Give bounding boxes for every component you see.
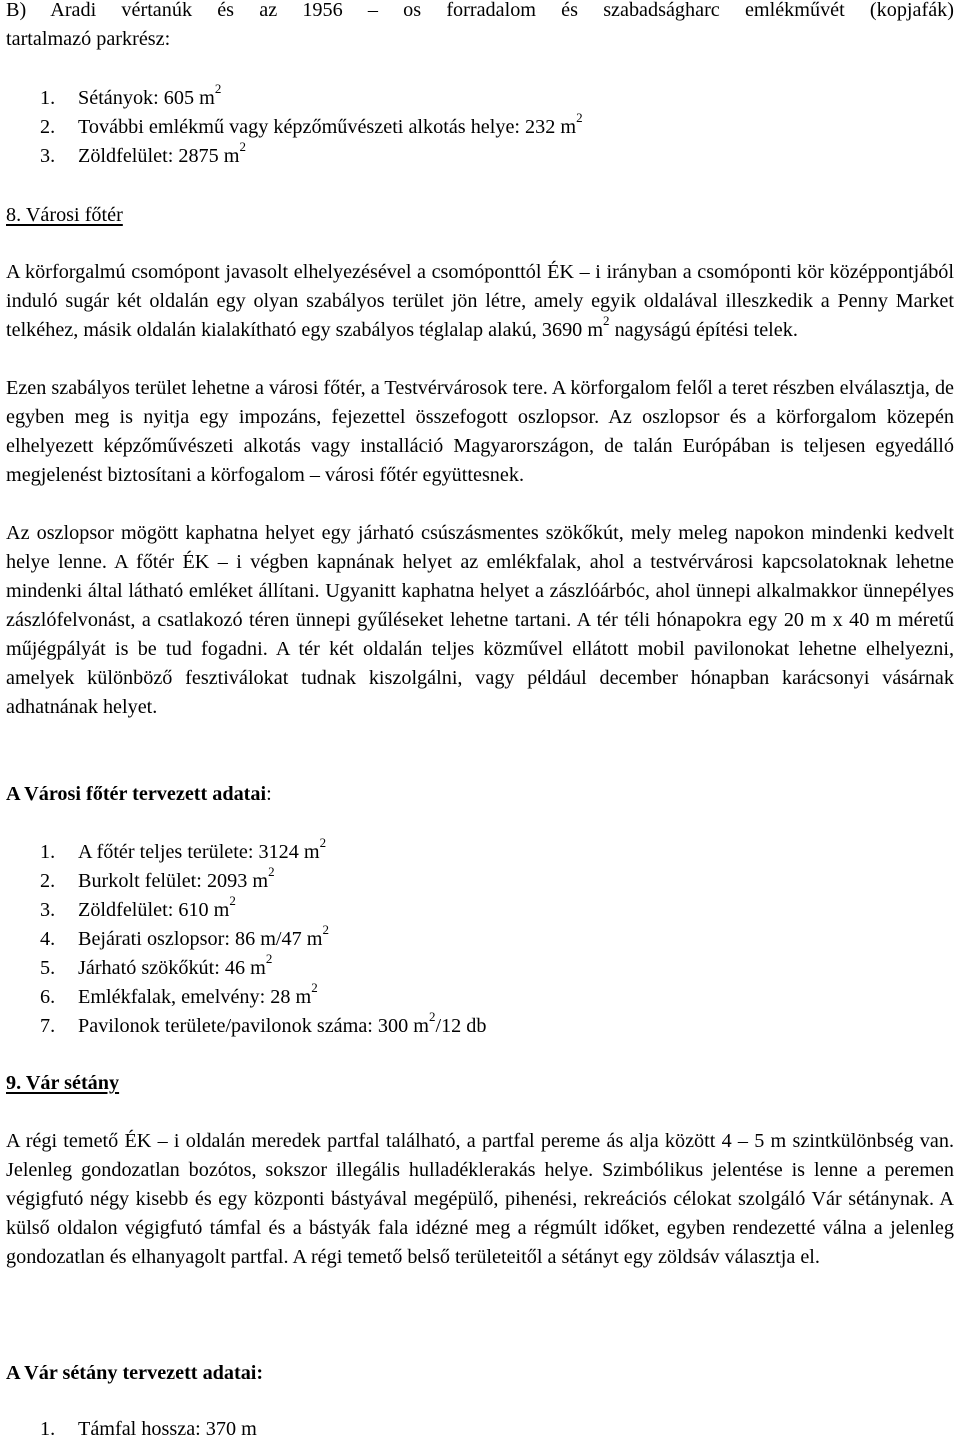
list-item-superscript: 2 <box>265 951 273 967</box>
list-item-number: 5. <box>40 957 56 979</box>
list-item-superscript: 2 <box>214 81 222 97</box>
list-item-text: Járható szökőkút: 46 m <box>78 957 266 979</box>
list-item-text: Támfal hossza: 370 m <box>78 1418 257 1440</box>
list-item-number: 1. <box>40 1418 56 1440</box>
list-item <box>6 81 954 113</box>
list-item-text: Emlékfalak, emelvény: 28 m <box>78 986 312 1008</box>
section-b-heading-line1: B) Aradi vértanúk és az 1956 – os forradalom és szabadságharc emlékművét (kopjafák) <box>6 0 954 21</box>
list-item-number: 1. <box>40 841 56 863</box>
list-item-number: 6. <box>40 986 56 1008</box>
list-item <box>6 893 954 925</box>
list-item-text: Sétányok: 605 m <box>78 87 215 109</box>
section-8-data-title <box>6 780 272 809</box>
list-item-text: Bejárati oszlopsor: 86 m/47 m <box>78 928 323 950</box>
section-8-p1-text-end: nagyságú építési telek. <box>609 319 798 341</box>
list-item-number: 3. <box>40 899 56 921</box>
list-item-superscript: 2 <box>322 922 329 938</box>
section-8-paragraph-3: Az oszlopsor mögött kaphatna helyet egy járható csúszásmentes szökőkút, mely meleg napokon mindenki kedvelt helye lenne. A főtér ÉK – i végben kapnának helyet az emlékfalak, ahol a testvérvárosi kapcsolatoknak lehetne mindenki által látható emléket állítani. Ugyanitt kaphatna helyet a zászlóárbóc, ahol ünnepi alkalmakkor ünnepélyes zászlófelvonást, a csatlakozó téren ünnepi gyűléseket lehetne tartani. A tér téli hónapokra egy 20 m x 40 m méretű műjégpályát is be tud fogadni. A tér két oldalán teljes közművel ellátott mobil pavilonokat lehetne elhelyezni, amelyek különböző fesztiválokat tudnak kiszolgálni, vagy például december hónapban karácsonyi vásárnak adhatnának helyet. <box>6 522 954 718</box>
list-item <box>6 951 954 983</box>
list-item-suffix: /12 db <box>435 1015 487 1037</box>
section-8-data-title-colon: : <box>266 783 272 805</box>
list-item-number: 1. <box>40 87 56 109</box>
list-item <box>6 835 954 867</box>
list-item-text: Pavilonok területe/pavilonok száma: 300 m <box>78 1015 429 1037</box>
list-item-number: 4. <box>40 928 56 950</box>
section-8-paragraph-1 <box>6 258 954 345</box>
list-item-number: 3. <box>40 145 56 167</box>
list-item-superscript: 2 <box>239 139 246 155</box>
list-item-superscript: 2 <box>319 835 327 851</box>
list-item-superscript: 2 <box>311 980 318 996</box>
section-9-paragraph: A régi temető ÉK – i oldalán meredek partfal található, a partfal pereme ás alja között 4 – 5 m szintkülönbség van. Jelenleg gondozatlan bozótos, sokszor illegális hulladéklerakás helye. Szimbólikus jelentése is lenne a peremen végigfutó négy kisebb és egy központi bástyával megépülő, pihenési, rekreációs célokat szolgáló Vár sétánynak. A külső oldalon végigfutó támfal és a bástyák fala idézné meg a régmúlt időket, egyben rendezetté válna a jelenleg gondozatlan és elhanyagolt partfal. A régi temető belső területeitől a sétányt egy zöldsáv választja el. <box>6 1130 954 1268</box>
section-9-data-title: A Vár sétány tervezett adatai: <box>6 1362 264 1384</box>
list-item-number: 7. <box>40 1015 56 1037</box>
list-item <box>6 1009 954 1041</box>
list-item <box>6 922 954 954</box>
list-item-text: Burkolt felület: 2093 m <box>78 870 269 892</box>
list-item-number: 2. <box>40 870 56 892</box>
list-item <box>6 139 954 171</box>
list-item-text: Zöldfelület: 610 m <box>78 899 230 921</box>
section-8-title: 8. Városi főtér <box>6 204 123 226</box>
list-item-superscript: 2 <box>268 864 275 880</box>
section-9-title: 9. Vár sétány <box>6 1072 120 1094</box>
section-8-paragraph-2: Ezen szabályos terület lehetne a városi főtér, a Testvérvárosok tere. A körforgalom felől a teret részben elválasztja, de egyben meg is nyitja egy impozáns, fejezettel összefogott oszlopsor. Az oszlopsor és a körforgalom közepén elhelyezett képzőművészeti alkotás vagy installáció Magyarországon, de talán Európában is teljesen egyedálló megjelenést biztosítani a körfogalom – városi főtér együttesnek. <box>6 377 954 486</box>
section-b-list <box>6 81 954 171</box>
list-item-text: A főtér teljes területe: 3124 m <box>78 841 320 863</box>
list-item-text: Zöldfelület: 2875 m <box>78 145 240 167</box>
section-8-data-title-text: A Városi főtér tervezett adatai <box>6 783 267 805</box>
section-b-heading-line2: tartalmazó parkrész: <box>6 28 171 50</box>
list-item <box>6 864 954 896</box>
list-item-number: 2. <box>40 116 56 138</box>
list-item-superscript: 2 <box>576 110 583 126</box>
list-item-superscript: 2 <box>229 893 236 909</box>
list-item-superscript: 2 <box>428 1009 436 1025</box>
section-8-p1-text: A körforgalmú csomópont javasolt elhelyezésével a csomóponttól ÉK – i irányban a csomóponti kör középpontjából induló sugár két oldalán egy olyan szabályos terület jön létre, amely egyik oldalával illeszkedik a Penny Market telkéhez, másik oldalán kialakítható egy szabályos téglalap alakú, 3690 m <box>6 261 954 341</box>
list-item-text: További emlékmű vagy képzőművészeti alkotás helye: 232 m <box>78 116 577 138</box>
section-8-list <box>6 835 954 1041</box>
list-item <box>6 980 954 1012</box>
list-item <box>6 110 954 142</box>
section-8-p1-sup: 2 <box>603 313 610 329</box>
